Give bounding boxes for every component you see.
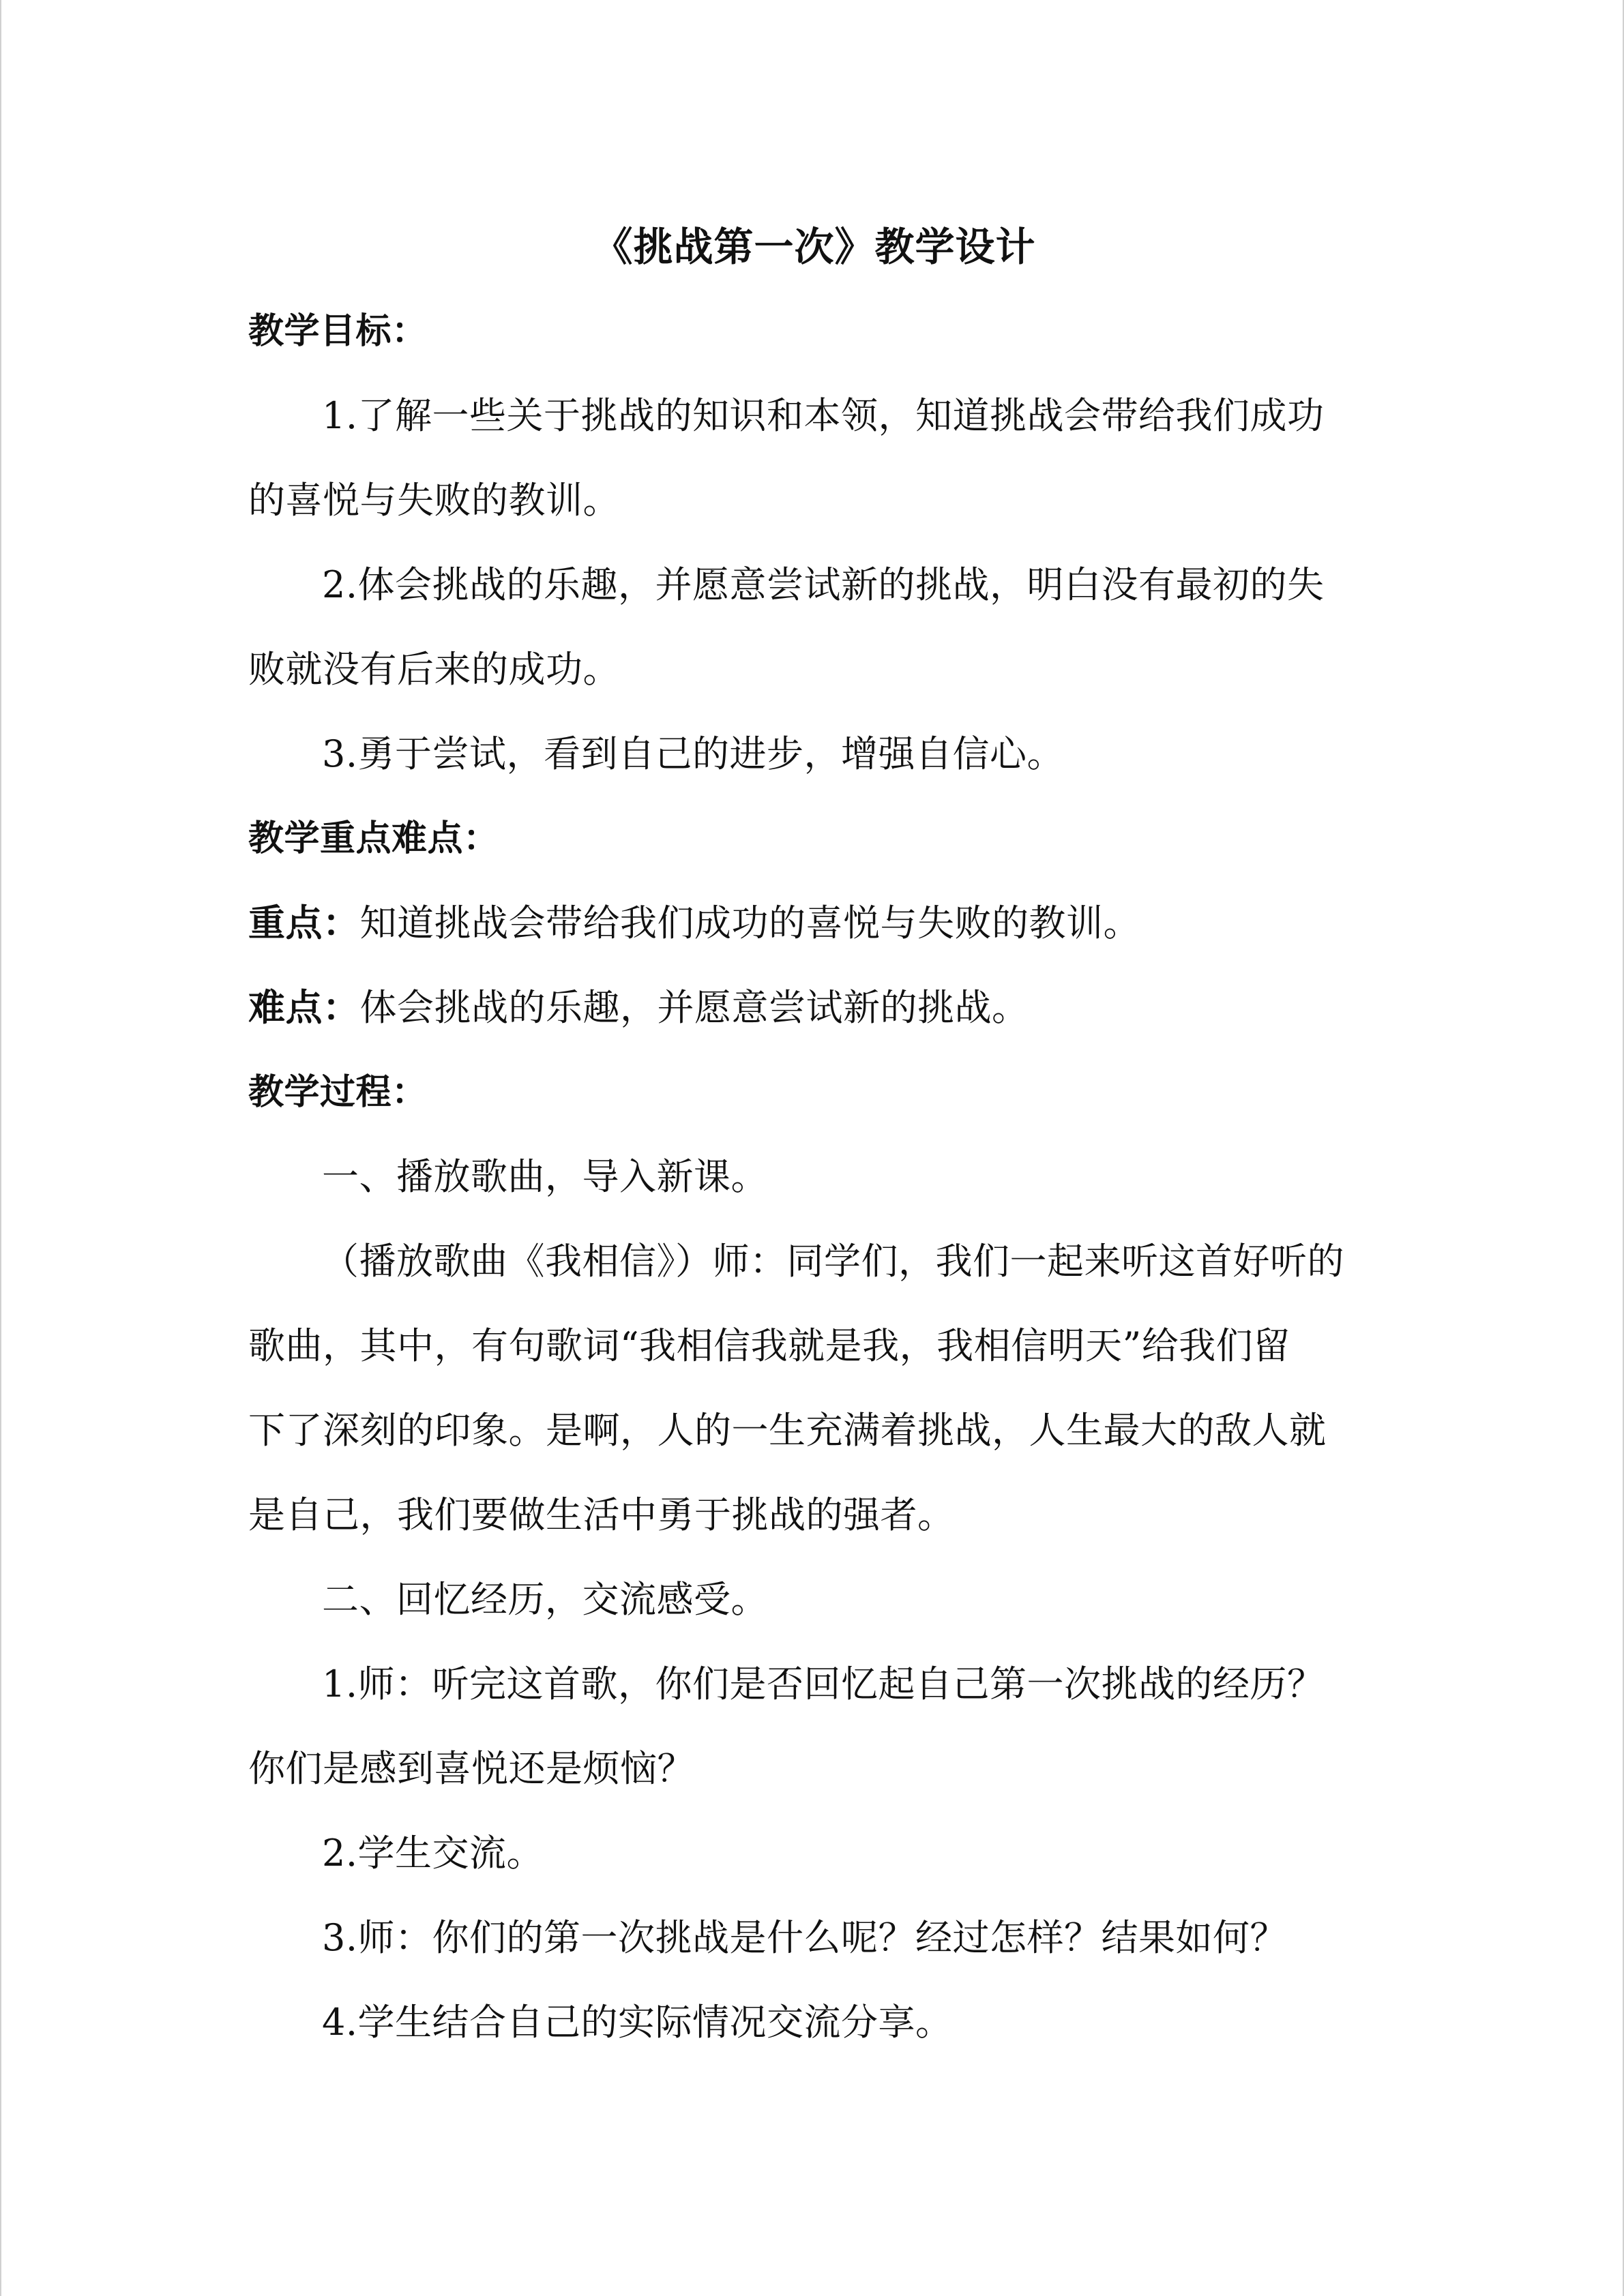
line-text: 知道挑战会带给我们成功的喜悦与失败的教训。 <box>359 901 1140 944</box>
paragraph-line: 的喜悦与失败的教训。 <box>248 479 620 522</box>
labeled-line <box>248 881 1381 966</box>
labeled-line <box>248 966 1381 1050</box>
paragraph-line: 下了深刻的印象。是啊，人的一生充满着挑战，人生最大的敌人就 <box>248 1409 1327 1452</box>
paragraph-line: 败就没有后来的成功。 <box>248 648 620 691</box>
paragraph-line: 3.勇于尝试，看到自己的进步，增强自信心。 <box>322 732 1065 775</box>
document-lines <box>248 289 1381 2065</box>
paragraph-line: 一、播放歌曲，导入新课。 <box>322 1155 768 1198</box>
line-label: 重点： <box>248 901 360 944</box>
paragraph-line: 2.体会挑战的乐趣，并愿意尝试新的挑战，明白没有最初的失 <box>322 563 1325 606</box>
paragraph-line: （播放歌曲《我相信》）师：同学们，我们一起来听这首好听的 <box>322 1240 1344 1283</box>
paragraph-line: 歌曲，其中，有句歌词“我相信我就是我，我相信明天”给我们留 <box>248 1324 1290 1367</box>
document-title: 《挑战第一次》教学设计 <box>593 224 1036 270</box>
paragraph-line: 1.了解一些关于挑战的知识和本领，知道挑战会带给我们成功 <box>322 394 1325 437</box>
paragraph-line: 3.师：你们的第一次挑战是什么呢？经过怎样？结果如何？ <box>322 1916 1288 1959</box>
paragraph-line: 1.师：听完这首歌，你们是否回忆起自己第一次挑战的经历？ <box>322 1663 1325 1705</box>
section-heading: 教学目标： <box>248 311 428 352</box>
line-text: 体会挑战的乐趣，并愿意尝试新的挑战。 <box>359 986 1029 1029</box>
paragraph-line: 是自己，我们要做生活中勇于挑战的强者。 <box>248 1493 955 1536</box>
section-heading: 教学过程： <box>248 1072 428 1113</box>
paragraph-line: 二、回忆经历，交流感受。 <box>322 1578 768 1621</box>
section-heading: 教学重点难点： <box>248 818 499 859</box>
document-body <box>248 205 1381 2065</box>
paragraph-line: 2.学生交流。 <box>322 1832 544 1875</box>
paragraph-line: 你们是感到喜悦还是烦恼？ <box>248 1747 694 1790</box>
line-label: 难点： <box>248 986 360 1029</box>
paragraph-line: 4.学生结合自己的实际情况交流分享。 <box>322 2001 953 2044</box>
